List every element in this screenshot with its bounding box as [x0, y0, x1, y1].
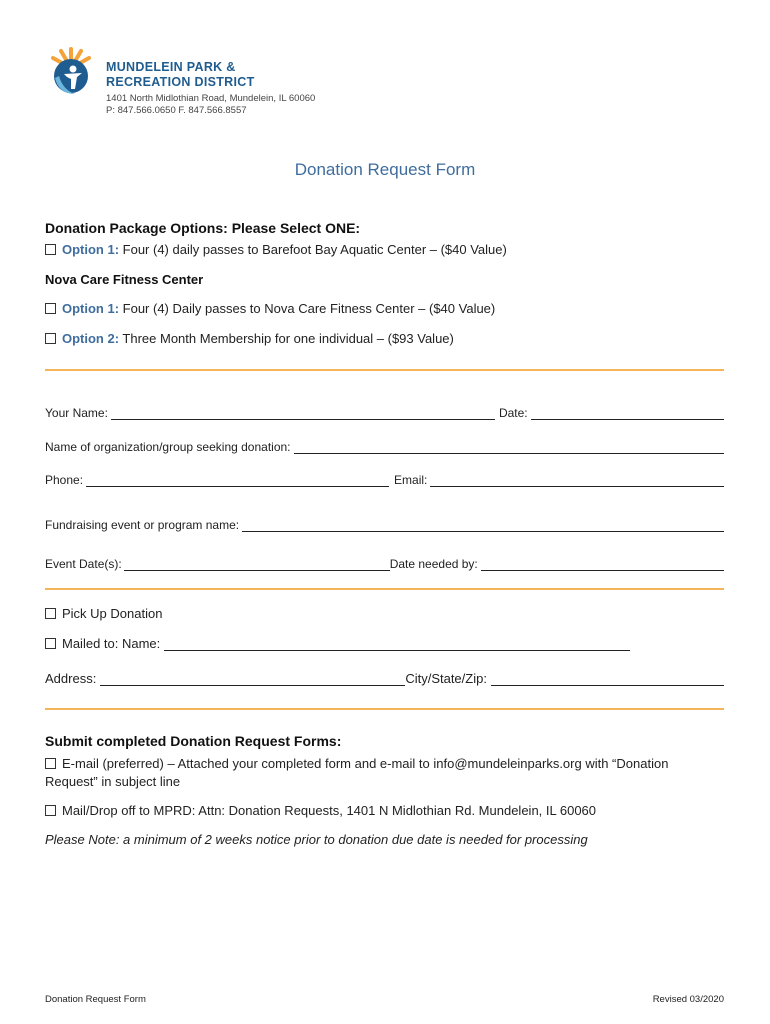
row-event-name: [45, 518, 724, 532]
email-submit-line2: Request” in subject line: [45, 774, 181, 789]
submit-heading: Submit completed Donation Request Forms:: [45, 733, 342, 749]
event-name-field[interactable]: [242, 519, 724, 532]
org-field[interactable]: [294, 441, 725, 454]
submit-email-option: [45, 755, 668, 791]
processing-note: Please Note: a minimum of 2 weeks notice prior to donation due date is needed for processing: [45, 832, 588, 847]
org-phone-fax: P: 847.566.0650 F. 847.566.8557: [106, 105, 247, 116]
address-label: Address:: [45, 671, 97, 686]
org-name-line1: MUNDELEIN PARK &: [106, 60, 236, 74]
option-barefoot: [45, 242, 507, 257]
row-address: [45, 671, 724, 686]
email-label: Email:: [394, 473, 428, 487]
footer-left: Donation Request Form: [45, 994, 146, 1005]
org-label: Name of organization/group seeking donation:: [45, 440, 291, 454]
event-dates-field[interactable]: [124, 558, 390, 571]
option-nova-1: [45, 301, 495, 316]
pickup-checkbox[interactable]: [45, 608, 56, 619]
org-address: 1401 North Midlothian Road, Mundelein, IL 60060: [106, 93, 316, 104]
date-needed-label: Date needed by:: [389, 557, 478, 571]
city-label: City/State/Zip:: [405, 671, 487, 686]
phone-field[interactable]: [86, 474, 389, 487]
mailed-label: Mailed to: Name:: [62, 636, 161, 651]
org-name-line2: RECREATION DISTRICT: [106, 75, 255, 89]
option-text: Four (4) Daily passes to Nova Care Fitness Center – ($40 Value): [119, 301, 496, 316]
mailed-checkbox[interactable]: [45, 638, 56, 649]
pickup-label: Pick Up Donation: [62, 606, 163, 621]
row-event-dates: [45, 557, 724, 571]
page-title: Donation Request Form: [294, 160, 476, 179]
nova-option2-checkbox[interactable]: [45, 333, 56, 344]
option-text: Four (4) daily passes to Barefoot Bay Aquatic Center – ($40 Value): [119, 242, 507, 257]
date-label: Date:: [498, 406, 528, 420]
barefoot-option-checkbox[interactable]: [45, 244, 56, 255]
phone-label: Phone:: [45, 473, 84, 487]
row-org: [45, 440, 724, 454]
option-label: Option 1:: [62, 242, 120, 257]
divider: [45, 588, 724, 590]
email-submit-checkbox[interactable]: [45, 758, 56, 769]
mailed-name-field[interactable]: [164, 638, 630, 651]
option-nova-2: [45, 331, 454, 346]
email-field[interactable]: [430, 474, 724, 487]
city-field[interactable]: [491, 673, 724, 686]
row-mailed: [45, 636, 630, 651]
mail-submit-checkbox[interactable]: [45, 805, 56, 816]
email-submit-line1: E-mail (preferred) – Attached your completed form and e-mail to info@mundeleinparks.org with “Donation: [62, 756, 669, 771]
nova-heading: Nova Care Fitness Center: [45, 272, 204, 287]
divider: [45, 369, 724, 371]
footer-right: Revised 03/2020: [652, 994, 724, 1005]
your-name-field[interactable]: [111, 407, 495, 420]
nova-option1-checkbox[interactable]: [45, 303, 56, 314]
option-label: Option 1:: [62, 301, 120, 316]
mprd-logo-icon: [45, 46, 97, 98]
date-field[interactable]: [531, 407, 724, 420]
org-contact: [106, 93, 315, 117]
event-name-label: Fundraising event or program name:: [45, 518, 240, 532]
package-heading: Donation Package Options: Please Select ONE:: [45, 220, 361, 236]
pickup-option: [45, 606, 162, 621]
option-text: Three Month Membership for one individual – ($93 Value): [119, 331, 454, 346]
org-name: [106, 60, 255, 90]
row-name-date: [45, 406, 724, 420]
option-label: Option 2:: [62, 331, 120, 346]
submit-mail-option: [45, 803, 596, 818]
row-phone-email: [45, 473, 724, 487]
divider: [45, 708, 724, 710]
mail-submit-text: Mail/Drop off to MPRD: Attn: Donation Requests, 1401 N Midlothian Rd. Mundelein, IL 60060: [62, 803, 597, 818]
event-dates-label: Event Date(s):: [45, 557, 122, 571]
date-needed-field[interactable]: [481, 558, 724, 571]
address-field[interactable]: [100, 673, 405, 686]
your-name-label: Your Name:: [45, 406, 108, 420]
